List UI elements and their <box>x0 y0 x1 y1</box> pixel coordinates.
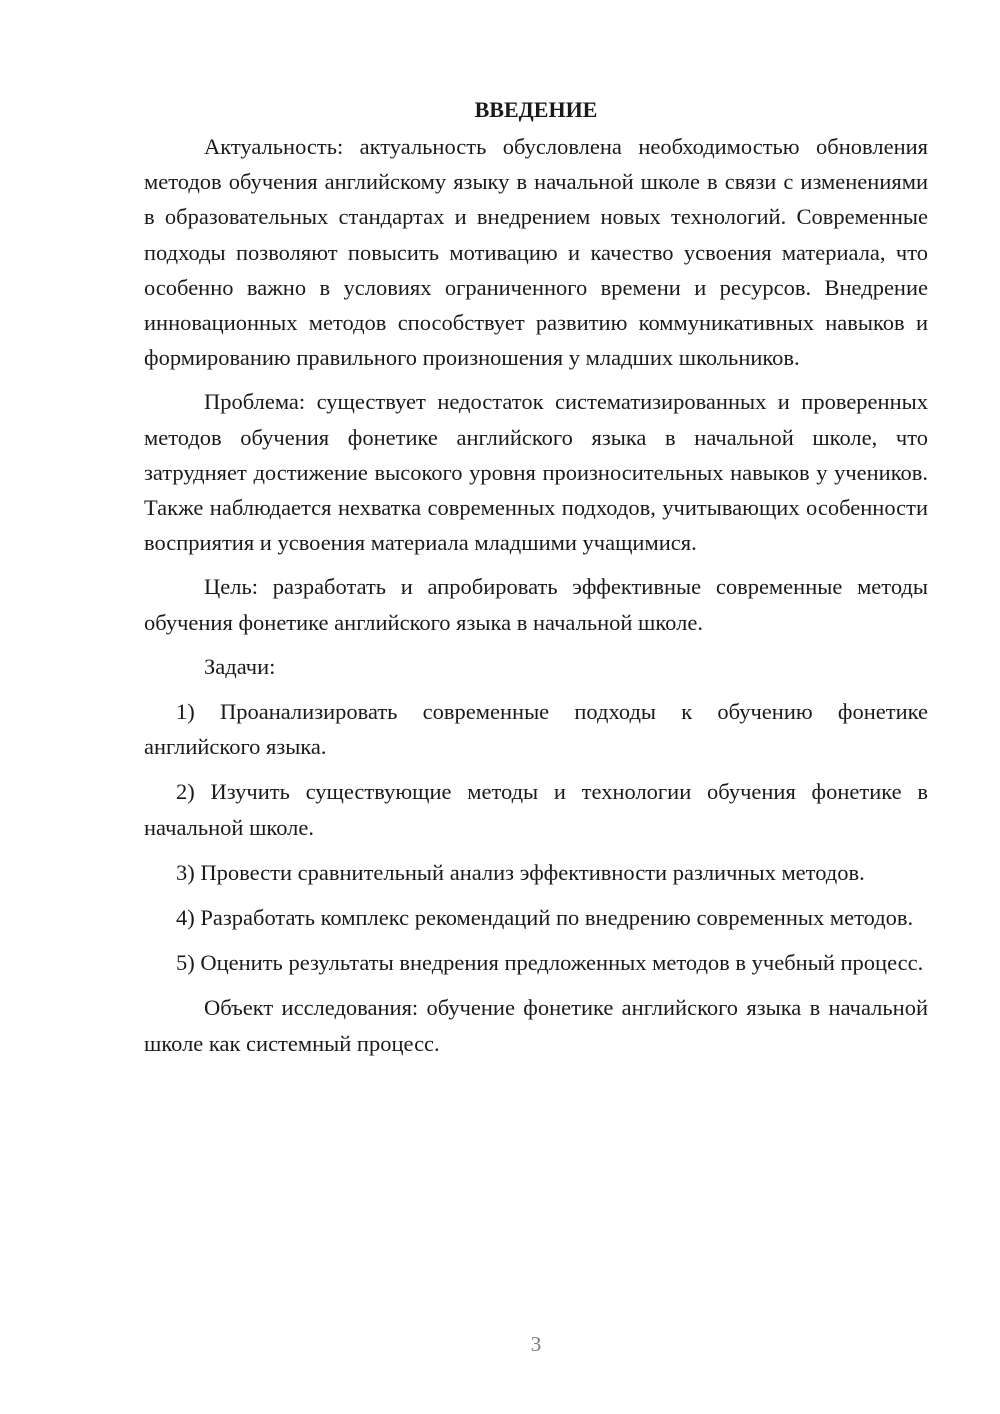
goal-paragraph: Цель: разработать и апробировать эффективные современные методы обучения фонетике английского языка в начальной школе. <box>144 574 928 635</box>
task-item-5: 5) Оценить результаты внедрения предложенных методов в учебный процесс. <box>176 950 924 976</box>
tasks-heading: Задачи: <box>204 653 276 679</box>
task-item-4: 4) Разработать комплекс рекомендаций по внедрению современных методов. <box>176 905 914 931</box>
task-item-1: 1) Проанализировать современные подходы к обучению фонетике английского языка. <box>144 699 928 760</box>
task-item-3: 3) Провести сравнительный анализ эффективности различных методов. <box>176 859 865 885</box>
document-body <box>144 94 928 1061</box>
relevance-paragraph: Актуальность: актуальность обусловлена необходимостью обновления методов обучения английскому языку в начальной школе в связи с изменениями в образовательных стандартах и внедрением новых технологий. Современные подходы позволяют повысить мотивацию и качество усвоения материала, что особенно важно в условиях ограниченного времени и ресурсов. Внедрение инновационных методов способствует развитию коммуникативных навыков и формированию правильного произношения у младших школьников. <box>144 134 928 371</box>
page-number: 3 <box>530 1332 542 1356</box>
task-item-2: 2) Изучить существующие методы и технологии обучения фонетике в начальной школе. <box>144 779 928 840</box>
section-title: ВВЕДЕНИЕ <box>474 97 598 122</box>
research-object-paragraph: Объект исследования: обучение фонетике английского языка в начальной школе как системный процесс. <box>144 995 928 1056</box>
problem-paragraph: Проблема: существует недостаток систематизированных и проверенных методов обучения фонетике английского языка в начальной школе, что затрудняет достижение высокого уровня произносительных навыков у учеников. Также наблюдается нехватка современных подходов, учитывающих особенности восприятия и усвоения материала младшими учащимися. <box>144 389 928 556</box>
